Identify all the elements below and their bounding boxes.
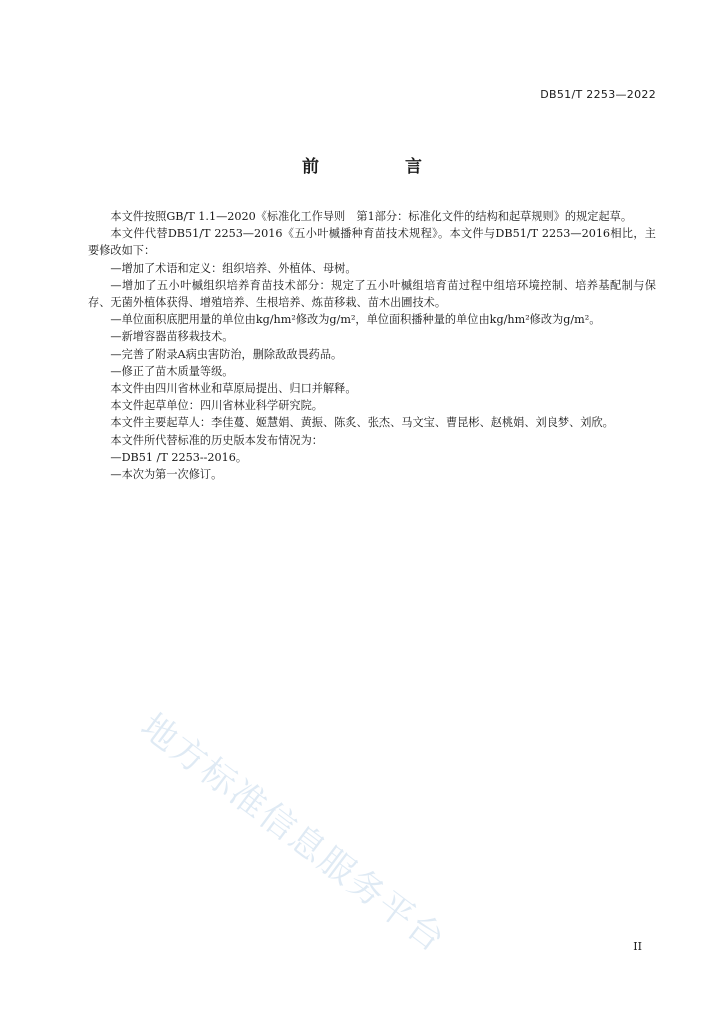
list-item-history: —本次为第一次修订。 [110, 468, 223, 482]
page-title: 前 言 [302, 157, 462, 177]
list-item-change: —完善了附录A病虫害防治，删除敌敌畏药品。 [110, 347, 343, 361]
list-item-change: —增加了术语和定义：组织培养、外植体、母树。 [110, 261, 357, 275]
page-number: II [633, 940, 642, 953]
paragraph-drafters: 本文件主要起草人：李佳蔓、姬慧娟、黄振、陈炙、张杰、马文宝、曹昆彬、赵桃娟、刘良梦、刘欣。 [110, 416, 614, 430]
document-code: DB51/T 2253—2022 [540, 88, 656, 101]
list-item-history: —DB51 /T 2253--2016。 [110, 450, 248, 464]
watermark: 地方标准信息服务平台 [133, 706, 453, 962]
paragraph-history: 本文件所代替标准的历史版本发布情况为： [110, 433, 323, 447]
list-item-change: —修正了苗木质量等级。 [110, 364, 234, 378]
list-item-change: —新增容器苗移栽技术。 [110, 330, 234, 344]
list-item-change: —增加了五小叶槭组织培养育苗技术部分：规定了五小叶槭组培育苗过程中组培环境控制、培养基配制与保存、无菌外植体获得、增殖培养、生根培养、炼苗移栽、苗木出圃技术。 [88, 278, 656, 310]
paragraph-proposer: 本文件由四川省林业和草原局提出、归口并解释。 [110, 382, 357, 396]
paragraph-drafting-basis: 本文件按照GB/T 1.1—2020《标准化工作导则 第1部分：标准化文件的结构和起草规则》的规定起草。 [110, 210, 633, 223]
foreword-body [88, 208, 656, 483]
paragraph-drafting-unit: 本文件起草单位：四川省林业科学研究院。 [110, 399, 323, 413]
paragraph-replacement: 本文件代替DB51/T 2253—2016《五小叶槭播种育苗技术规程》。本文件与DB51/T 2253—2016相比，主要修改如下： [88, 227, 656, 258]
list-item-change: —单位面积底肥用量的单位由kg/hm²修改为g/m²，单位面积播种量的单位由kg/hm²修改为g/m²。 [110, 313, 601, 327]
